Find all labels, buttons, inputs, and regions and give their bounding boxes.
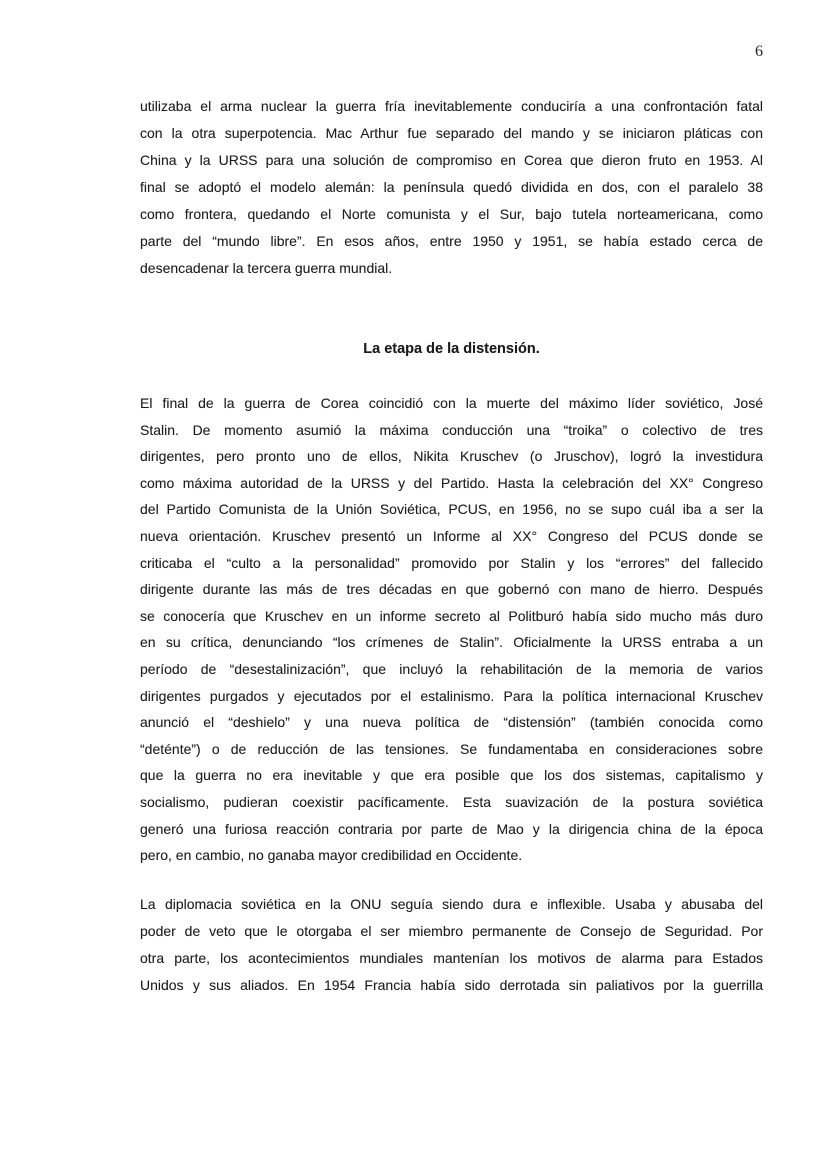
text-line: nueva orientación. Kruschev presentó un Informe al XX° Congreso del PCUS donde se xyxy=(140,527,763,544)
paragraph-detente xyxy=(140,390,763,869)
text-line: China y la URSS para una solución de compromiso en Corea que dieron fruto en 1953. Al xyxy=(140,152,763,168)
text-line: Unidos y sus aliados. En 1954 Francia había sido derrotada sin paliativos por la guerrilla xyxy=(140,976,763,993)
text-line: como frontera, quedando el Norte comunista y el Sur, bajo tutela norteamericana, como xyxy=(140,206,763,222)
text-line: socialismo, pudieran coexistir pacíficamente. Esta suavización de la postura soviética xyxy=(140,793,763,810)
text-line: utilizaba el arma nuclear la guerra fría inevitablemente conduciría a una confrontación fatal xyxy=(140,98,763,114)
text-line: pero, en cambio, no ganaba mayor credibilidad en Occidente. xyxy=(140,847,523,864)
paragraph-korea-war-end xyxy=(140,93,763,282)
text-line: parte del “mundo libre”. En esos años, entre 1950 y 1951, se había estado cerca de xyxy=(140,233,763,249)
page-content xyxy=(140,93,763,999)
text-line: dirigente durante las más de tres décadas en que gobernó con mano de hierro. Después xyxy=(140,581,763,598)
text-line: poder de veto que le otorgaba el ser miembro permanente de Consejo de Seguridad. Por xyxy=(140,922,763,939)
text-line: del Partido Comunista de la Unión Soviética, PCUS, en 1956, no se supo cuál iba a ser la xyxy=(140,501,763,518)
text-line: se conocería que Kruschev en un informe secreto al Politburó había sido mucho más duro xyxy=(140,607,763,624)
page-number: 6 xyxy=(755,43,763,60)
text-line: final se adoptó el modelo alemán: la península quedó dividida en dos, con el paralelo 38 xyxy=(140,179,763,195)
text-line: “deténte”) o de reducción de las tensiones. Se fundamentaba en consideraciones sobre xyxy=(140,740,763,757)
text-line: como máxima autoridad de la URSS y del Partido. Hasta la celebración del XX° Congreso xyxy=(140,474,763,491)
text-line: El final de la guerra de Corea coincidió con la muerte del máximo líder soviético, José xyxy=(140,395,763,411)
text-line: dirigentes, pero pronto uno de ellos, Nikita Kruschev (o Jruschov), logró la investidura xyxy=(140,448,763,465)
text-line: anunció el “deshielo” y una nueva política de “distensión” (también conocida como xyxy=(140,714,763,731)
text-line: criticaba el “culto a la personalidad” promovido por Stalin y los “errores” del fallecido xyxy=(140,554,763,571)
section-heading: La etapa de la distensión. xyxy=(363,341,540,357)
text-line: desencadenar la tercera guerra mundial. xyxy=(140,260,393,276)
text-line: en su crítica, denunciando “los crímenes de Stalin”. Oficialmente la URSS entraba a un xyxy=(140,634,763,651)
text-line: generó una furiosa reacción contraria por parte de Mao y la dirigencia china de la época xyxy=(140,820,763,837)
paragraph-soviet-diplomacy xyxy=(140,891,763,999)
text-line: período de “desestalinización”, que incluyó la rehabilitación de la memoria de varios xyxy=(140,660,763,677)
text-line: dirigentes purgados y ejecutados por el estalinismo. Para la política internacional Kruschev xyxy=(140,687,763,704)
text-line: otra parte, los acontecimientos mundiales mantenían los motivos de alarma para Estados xyxy=(140,949,763,966)
text-line: La diplomacia soviética en la ONU seguía siendo dura e inflexible. Usaba y abusaba del xyxy=(140,895,763,912)
text-line: Stalin. De momento asumió la máxima conducción una “troika” o colectivo de tres xyxy=(140,421,763,438)
text-line: con la otra superpotencia. Mac Arthur fue separado del mando y se iniciaron pláticas con xyxy=(140,125,763,141)
text-line: que la guerra no era inevitable y que era posible que los dos sistemas, capitalismo y xyxy=(140,767,763,784)
